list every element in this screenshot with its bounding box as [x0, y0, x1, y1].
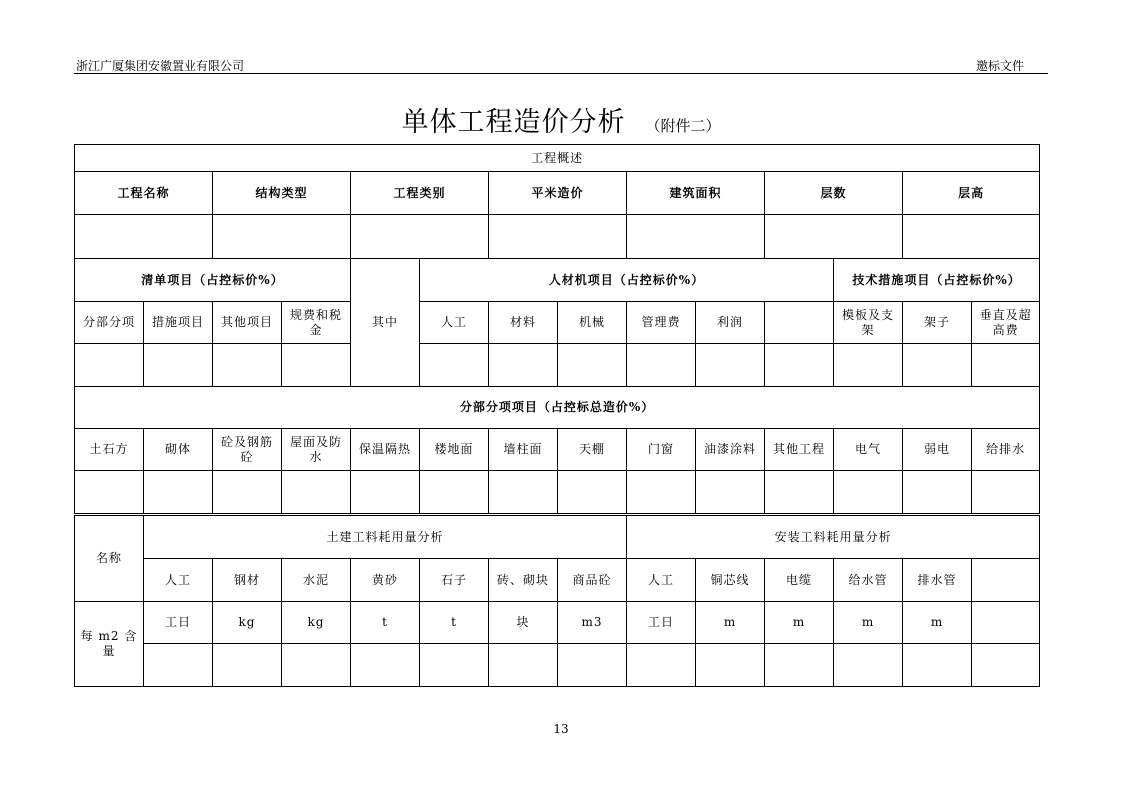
header-company: 浙江广厦集团安徽置业有限公司: [76, 59, 245, 73]
overview-input-structure-type[interactable]: [213, 215, 351, 259]
input-cell[interactable]: [420, 644, 489, 687]
input-cell[interactable]: [213, 644, 282, 687]
group-labor-material-machine: 人材机项目（占控标价%）: [420, 259, 834, 302]
civil-unit-labor: 工日: [144, 602, 213, 644]
civil-col-concrete: 商品砼: [558, 559, 627, 602]
cost-analysis-table: [74, 144, 1040, 514]
input-cell[interactable]: [420, 344, 489, 387]
col-formwork: 模板及支架: [834, 302, 903, 344]
sub-col-doors-windows: 门窗: [627, 429, 696, 471]
install-col-labor: 人工: [627, 559, 696, 602]
install-unit-water-pipe: m: [834, 602, 903, 644]
overview-col-floor-area: 建筑面积: [627, 172, 765, 215]
overview-input-floor-area[interactable]: [627, 215, 765, 259]
input-cell[interactable]: [282, 471, 351, 514]
sub-col-masonry: 砌体: [144, 429, 213, 471]
col-materials: 材料: [489, 302, 558, 344]
input-cell[interactable]: [558, 344, 627, 387]
sub-col-insulation: 保温隔热: [351, 429, 420, 471]
overview-input-project-name[interactable]: [75, 215, 213, 259]
input-cell[interactable]: [903, 471, 972, 514]
input-cell[interactable]: [144, 344, 213, 387]
overview-col-structure-type: 结构类型: [213, 172, 351, 215]
civil-col-steel: 钢材: [213, 559, 282, 602]
overview-input-floor-height[interactable]: [903, 215, 1040, 259]
page-title: [0, 100, 1122, 139]
col-blank: [765, 302, 834, 344]
input-cell[interactable]: [627, 344, 696, 387]
group-of-which: 其中: [351, 259, 420, 387]
input-cell[interactable]: [489, 471, 558, 514]
install-col-drain-pipe: 排水管: [903, 559, 972, 602]
input-cell[interactable]: [489, 344, 558, 387]
input-cell[interactable]: [144, 644, 213, 687]
sub-col-walls: 墙柱面: [489, 429, 558, 471]
sub-col-roofing: 屋面及防水: [282, 429, 351, 471]
sub-col-low-voltage: 弱电: [903, 429, 972, 471]
overview-input-floors[interactable]: [765, 215, 903, 259]
civil-unit-cement: kg: [282, 602, 351, 644]
input-cell[interactable]: [144, 471, 213, 514]
header-rule: [74, 73, 1048, 74]
input-cell[interactable]: [351, 644, 420, 687]
group-list-items: 清单项目（占控标价%）: [75, 259, 351, 302]
civil-col-gravel: 石子: [420, 559, 489, 602]
input-cell[interactable]: [765, 344, 834, 387]
sub-col-earthwork: 土石方: [75, 429, 144, 471]
col-management-fee: 管理费: [627, 302, 696, 344]
title-sub: （附件二）: [645, 117, 721, 135]
col-fees-taxes: 规费和税金: [282, 302, 351, 344]
col-sub-items: 分部分项: [75, 302, 144, 344]
civil-col-sand: 黄砂: [351, 559, 420, 602]
input-cell[interactable]: [972, 471, 1040, 514]
install-unit-cable: m: [765, 602, 834, 644]
input-cell[interactable]: [765, 644, 834, 687]
install-col-copper-wire: 铜芯线: [696, 559, 765, 602]
overview-input-unit-cost[interactable]: [489, 215, 627, 259]
input-cell[interactable]: [213, 471, 282, 514]
sub-col-plumbing: 给排水: [972, 429, 1040, 471]
install-unit-copper-wire: m: [696, 602, 765, 644]
col-machinery: 机械: [558, 302, 627, 344]
input-cell[interactable]: [489, 644, 558, 687]
sub-col-flooring: 楼地面: [420, 429, 489, 471]
input-cell[interactable]: [972, 644, 1040, 687]
install-col-water-pipe: 给水管: [834, 559, 903, 602]
input-cell[interactable]: [558, 471, 627, 514]
overview-input-project-category[interactable]: [351, 215, 489, 259]
input-cell[interactable]: [834, 471, 903, 514]
input-cell[interactable]: [75, 471, 144, 514]
install-col-cable: 电缆: [765, 559, 834, 602]
col-profit: 利润: [696, 302, 765, 344]
input-cell[interactable]: [351, 471, 420, 514]
input-cell[interactable]: [903, 344, 972, 387]
input-cell[interactable]: [213, 344, 282, 387]
install-unit-blank: [972, 602, 1040, 644]
install-unit-labor: 工日: [627, 602, 696, 644]
input-cell[interactable]: [765, 471, 834, 514]
civil-unit-concrete: m3: [558, 602, 627, 644]
input-cell[interactable]: [558, 644, 627, 687]
input-cell[interactable]: [627, 471, 696, 514]
overview-col-project-category: 工程类别: [351, 172, 489, 215]
col-scaffolding: 架子: [903, 302, 972, 344]
input-cell[interactable]: [282, 644, 351, 687]
civil-unit-gravel: t: [420, 602, 489, 644]
overview-col-floor-height: 层高: [903, 172, 1040, 215]
header-doc-type: 邀标文件: [975, 59, 1024, 73]
civil-unit-bricks: 块: [489, 602, 558, 644]
input-cell[interactable]: [282, 344, 351, 387]
materials-table: [74, 515, 1040, 687]
input-cell[interactable]: [696, 471, 765, 514]
col-labor: 人工: [420, 302, 489, 344]
civil-unit-sand: t: [351, 602, 420, 644]
overview-col-project-name: 工程名称: [75, 172, 213, 215]
page-number: 13: [553, 722, 569, 736]
install-col-blank: [972, 559, 1040, 602]
civil-heading: 土建工料耗用量分析: [144, 516, 627, 559]
input-cell[interactable]: [903, 644, 972, 687]
civil-col-cement: 水泥: [282, 559, 351, 602]
overview-heading: 工程概述: [75, 145, 1040, 172]
sub-col-paint: 油漆涂料: [696, 429, 765, 471]
install-unit-drain-pipe: m: [903, 602, 972, 644]
input-cell[interactable]: [834, 344, 903, 387]
civil-unit-steel: kg: [213, 602, 282, 644]
input-cell[interactable]: [627, 644, 696, 687]
sub-col-concrete: 砼及钢筋砼: [213, 429, 282, 471]
overview-col-unit-cost: 平米造价: [489, 172, 627, 215]
civil-col-labor: 人工: [144, 559, 213, 602]
input-cell[interactable]: [696, 644, 765, 687]
group-tech-measures: 技术措施项目（占控标价%）: [834, 259, 1040, 302]
col-other-items: 其他项目: [213, 302, 282, 344]
sub-col-other: 其他工程: [765, 429, 834, 471]
sub-col-ceiling: 天棚: [558, 429, 627, 471]
sub-items-heading: 分部分项项目（占控标总造价%）: [75, 387, 1040, 429]
per-m2-label: 每 m2 含量: [75, 602, 144, 687]
input-cell[interactable]: [834, 644, 903, 687]
overview-col-floors: 层数: [765, 172, 903, 215]
input-cell[interactable]: [420, 471, 489, 514]
title-main: 单体工程造价分析: [401, 107, 626, 138]
materials-name-label: 名称: [75, 516, 144, 602]
input-cell[interactable]: [696, 344, 765, 387]
sub-col-electrical: 电气: [834, 429, 903, 471]
col-measures: 措施项目: [144, 302, 213, 344]
install-heading: 安装工料耗用量分析: [627, 516, 1040, 559]
input-cell[interactable]: [75, 344, 144, 387]
input-cell[interactable]: [972, 344, 1040, 387]
col-vertical-transport: 垂直及超高费: [972, 302, 1040, 344]
civil-col-bricks: 砖、砌块: [489, 559, 558, 602]
